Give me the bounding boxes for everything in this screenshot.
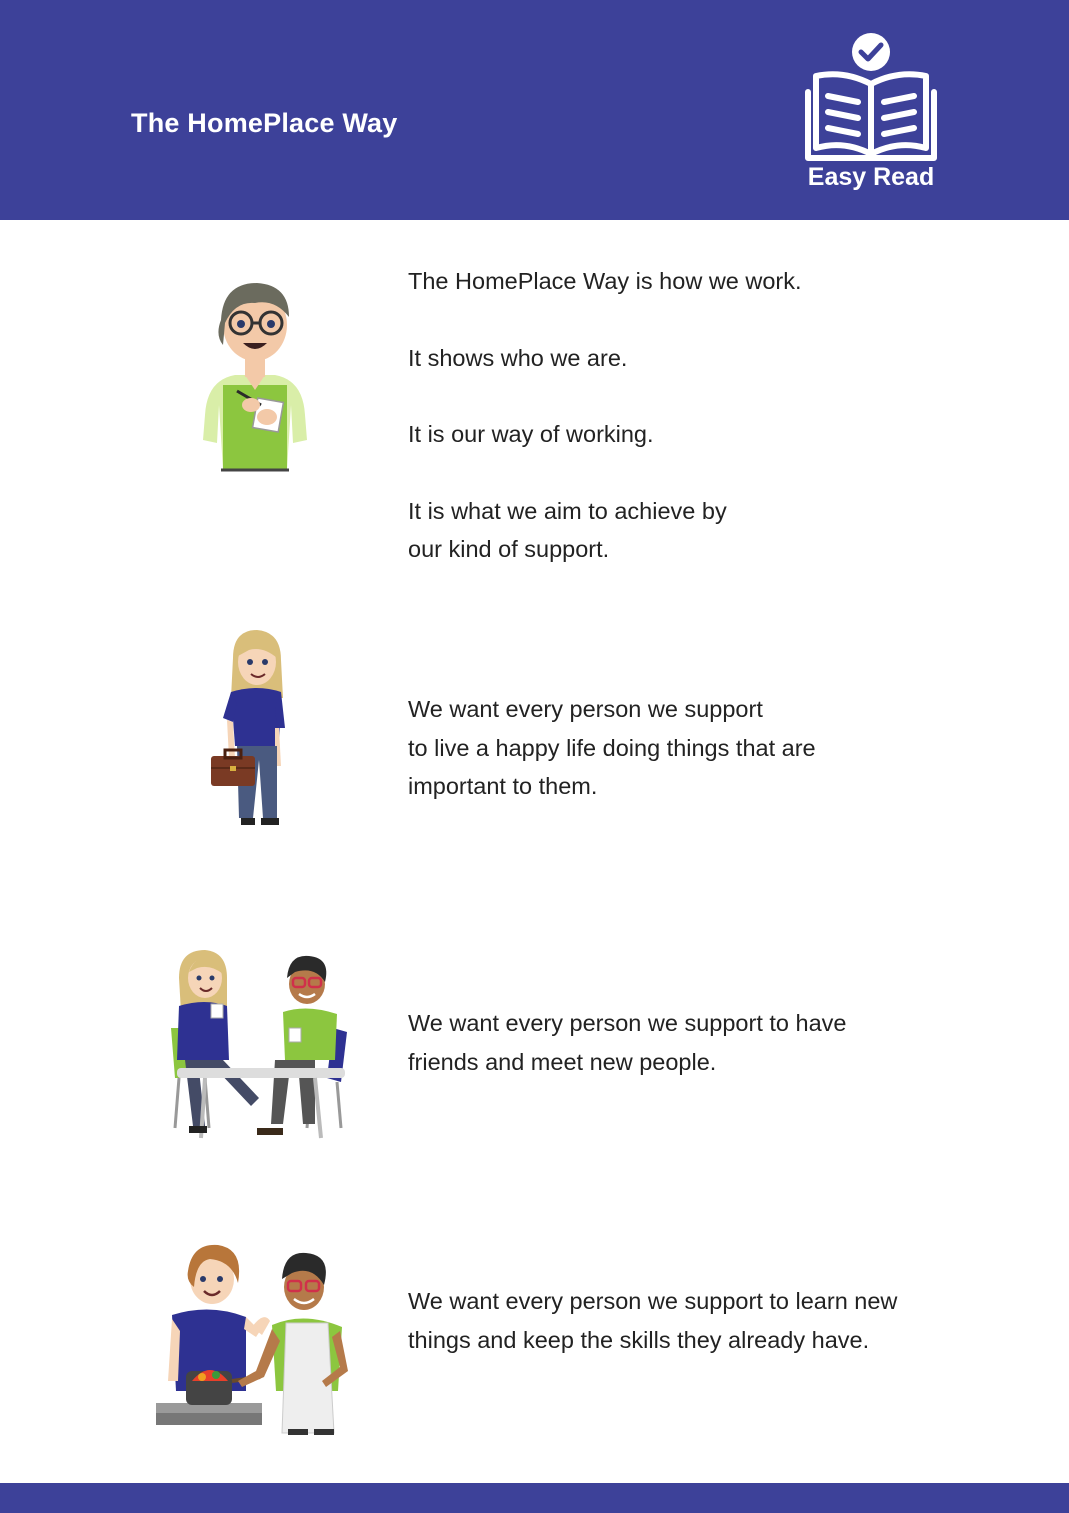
woman-briefcase-illustration — [205, 628, 295, 838]
text-line: our kind of support. — [408, 536, 610, 562]
staff-writing-illustration — [195, 275, 315, 475]
open-book-icon — [808, 74, 934, 158]
text-line: It is our way of working. — [408, 421, 654, 447]
page-footer-bar — [0, 1483, 1069, 1513]
section-text — [408, 1282, 897, 1359]
text-line: We want every person we support to have — [408, 1010, 847, 1036]
cooking-together-illustration — [152, 1241, 362, 1436]
text-line: We want every person we support to learn new — [408, 1288, 898, 1314]
text-line: friends and meet new people. — [408, 1048, 717, 1075]
easy-read-label: Easy Read — [807, 163, 935, 191]
section-text — [408, 1004, 846, 1081]
text-line: important to them. — [408, 773, 598, 799]
text-line: to live a happy life doing things that are — [408, 734, 816, 761]
easy-read-badge — [800, 30, 942, 200]
section-text — [408, 262, 802, 569]
page-title: The HomePlace Way — [131, 108, 398, 138]
easy-read-icon — [800, 30, 942, 170]
text-line: things and keep the skills they already have. — [408, 1326, 870, 1353]
page-header — [0, 0, 1069, 220]
text-line: It is what we aim to achieve by — [408, 497, 727, 524]
text-line: The HomePlace Way is how we work. — [408, 268, 802, 294]
section-text — [408, 690, 816, 806]
coffee-meeting-illustration — [165, 948, 355, 1143]
text-line: We want every person we support — [408, 696, 763, 722]
check-circle-icon — [852, 33, 890, 71]
text-line: It shows who we are. — [408, 344, 628, 371]
